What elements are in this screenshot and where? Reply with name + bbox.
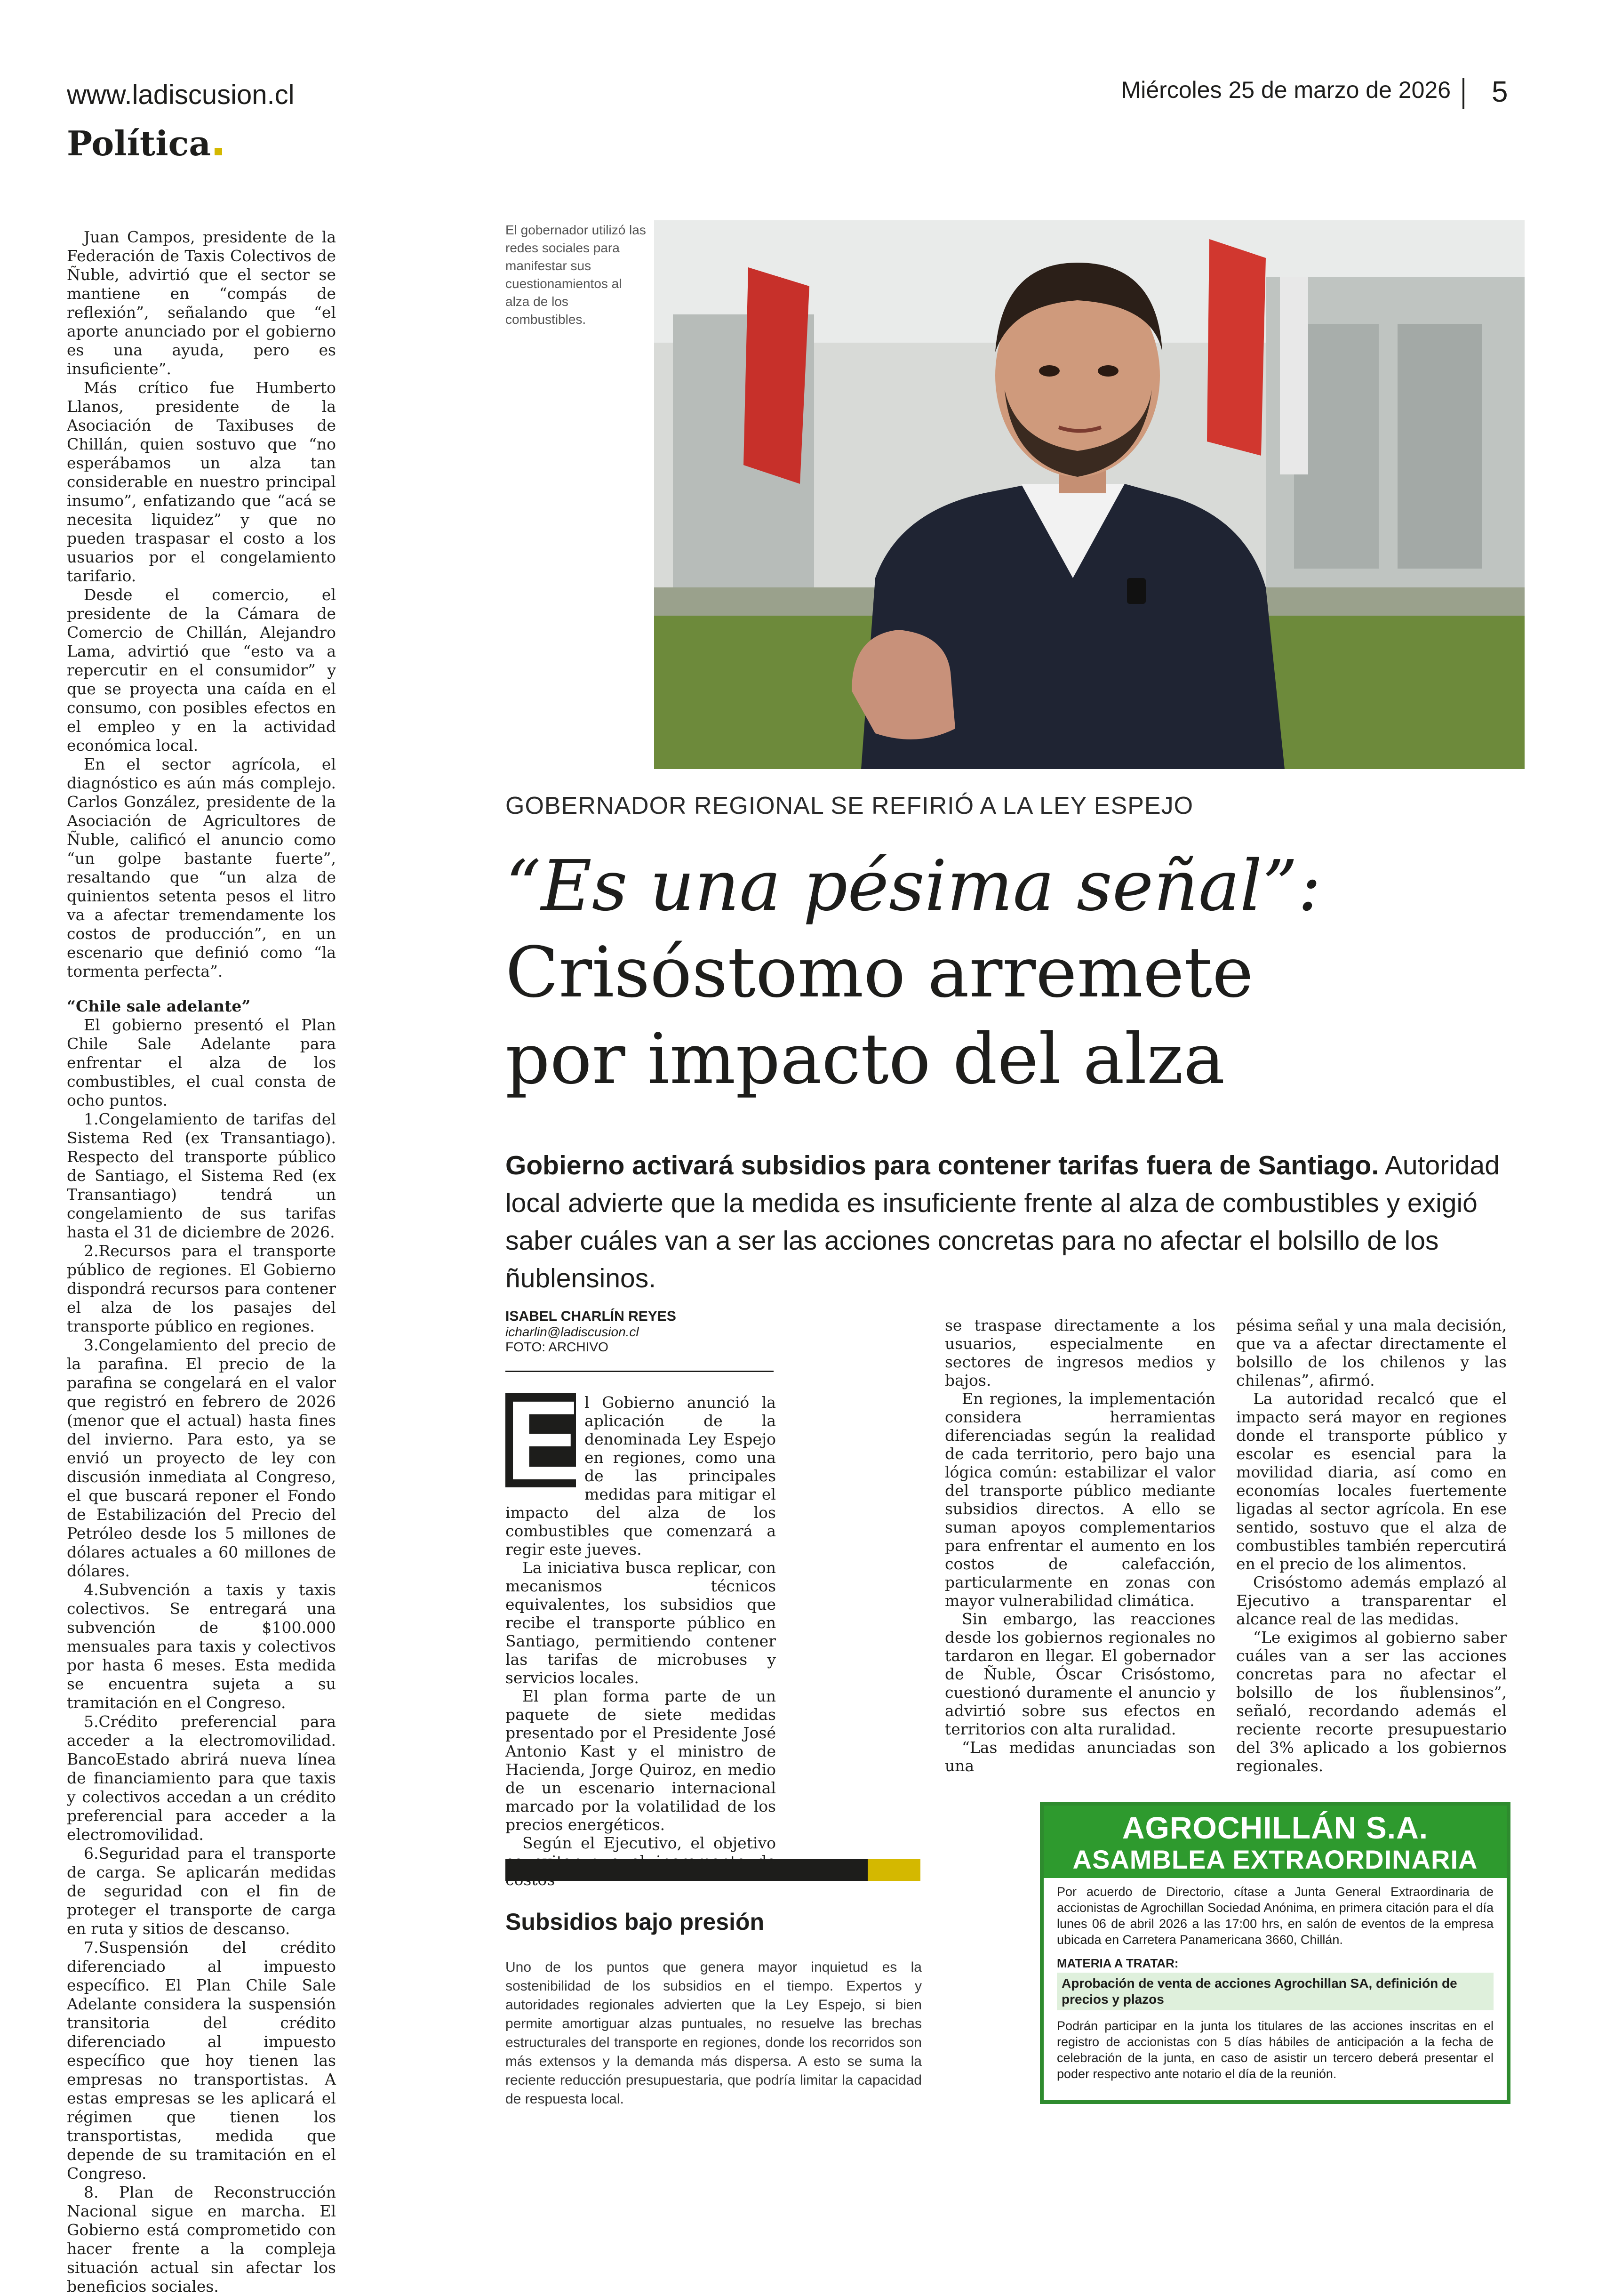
drop-cap: E	[505, 1377, 581, 1503]
article-lead	[505, 1147, 1522, 1297]
ad-body: Por acuerdo de Directorio, cítase a Junta General Extraordinaria de accionistas de Agrochillan Sociedad Anónima, en primera citación para el día lunes 06 de abril 2026 a las 17:00 hrs, en salón de eventos de la empresa ubicada en Carretera Panamericana 3660, Chillán.	[1057, 1885, 1494, 1947]
byline	[505, 1309, 778, 1355]
lead-bold: Gobierno activará subsidios para contener tarifas fuera de Santiago.	[505, 1150, 1379, 1180]
sidebar-bar-yellow	[868, 1859, 920, 1881]
ad-company: AGROCHILLÁN S.A.	[1122, 1810, 1429, 1845]
site-url[interactable]: www.ladiscusion.cl	[67, 80, 295, 110]
photo-caption: El gobernador utilizó las redes sociales para manifestar sus cuestionamientos al alza de los combustibles.	[505, 223, 646, 327]
article-column-1	[505, 1377, 776, 1852]
author-email[interactable]: icharlin@ladiscusion.cl	[505, 1325, 639, 1339]
left-paragraph: 2.Recursos para el transporte público de regiones. El Gobierno dispondrá recursos para contener el alza de los pasajes del transporte público en regiones.	[67, 1242, 336, 1335]
section-title-text: Política	[67, 123, 211, 163]
article-headline	[505, 843, 1531, 1102]
left-subhead: “Chile sale adelante”	[67, 997, 251, 1015]
article-paragraph: l Gobierno anunció la aplicación de la denominada Ley Espejo en regiones, como una de las principales medidas para mitigar el impacto del alza de los combustibles que comenzará a regir este jueves.	[505, 1393, 776, 1558]
left-paragraph: 7.Suspensión del crédito diferenciado al impuesto específico. El Plan Chile Sale Adelante considera la suspensión transitoria del crédito diferenciado al impuesto específico que hoy tienen las empresas no transportistas. A estas empresas se les aplicará el régimen que tienen los transportistas, medida que depende de su tramitación en el Congreso.	[67, 1938, 336, 2183]
author-name: ISABEL CHARLÍN REYES	[505, 1309, 676, 1324]
article-paragraph: pésima señal y una mala decisión, que va a afectar directamente el bolsillo de los chilenos y las chilenas”, afirmó.	[1236, 1316, 1507, 1389]
sidebar-bar-black	[505, 1859, 868, 1881]
sidebar-title: Subsidios bajo presión	[505, 1909, 765, 1935]
article-column-3	[1236, 1316, 1507, 1777]
article-paragraph: La autoridad recalcó que el impacto será mayor en regiones donde el transporte público y escolar es esencial para la movilidad diaria, así como en economías locales fuertemente ligadas al sector agrícola. En ese sentido, sostuvo que el alza de combustibles también repercutirá en el precio de los alimentos.	[1236, 1389, 1507, 1573]
headline-line-3: por impacto del alza	[505, 1019, 1225, 1100]
left-paragraph: Más crítico fue Humberto Llanos, presidente de la Asociación de Taxibuses de Chillán, quien sostuvo que “no esperábamos un alza tan considerable en nuestro principal insumo”, enfatizando que “acá se necesita liquidez” y que no pueden traspasar el costo a los usuarios por el congelamiento tarifario.	[67, 378, 336, 585]
ad-matter-label: MATERIA A TRATAR:	[1057, 1956, 1179, 1970]
left-paragraph: 6.Seguridad para el transporte de carga. Se aplicarán medidas de seguridad con el fin de proteger el transporte de carga en ruta y sitios de descanso.	[67, 1844, 336, 1938]
left-paragraph: 4.Subvención a taxis y taxis colectivos. Se entregará una subvención de $100.000 mensuales para taxis y colectivos por hasta 6 meses. Esta medida se encuentra sujeta a su tramitación en el Congreso.	[67, 1581, 336, 1712]
left-paragraph: El gobierno presentó el Plan Chile Sale Adelante para enfrentar el alza de los combustibles, el cual consta de ocho puntos.	[67, 1016, 336, 1109]
left-paragraph: 1.Congelamiento de tarifas del Sistema Red (ex Transantiago). Respecto del transporte público de Santiago, el Sistema Red (ex Transantiago) tendrá un congelamiento de sus tarifas hasta el 31 de diciembre de 2026.	[67, 1110, 336, 1241]
page-number: 5	[1492, 76, 1508, 108]
sidebar-text: Uno de los puntos que genera mayor inquietud es la sostenibilidad de los subsidios en el tiempo. Expertos y autoridades regionales advierten que la Ley Espejo, si bien permite amortiguar alzas puntuales, no resuelve las brechas estructurales del transporte en regiones, donde los recorridos son más extensos y la demanda más dispersa. A esto se suma la reciente reducción presupuestaria, que podría limitar la capacidad de respuesta local.	[505, 1959, 922, 2107]
article-paragraph: se traspase directamente a los usuarios, especialmente en sectores de ingresos medios y bajos.	[945, 1316, 1215, 1389]
ad-footer: Podrán participar en la junta los titulares de las acciones inscritas en el registro de accionistas con 5 días hábiles de anticipación a la fecha de celebración de la junta, en caso de asistir un tercero deberá presentar el poder respectivo ante notario el día de la reunión.	[1057, 2019, 1494, 2081]
left-paragraph: 8. Plan de Reconstrucción Nacional sigue en marcha. El Gobierno está comprometido con hacer frente a la compleja situación actual sin afectar los beneficios sociales.	[67, 2183, 336, 2296]
ad-header	[1044, 1806, 1507, 1878]
governor-photo	[654, 220, 1525, 769]
article-paragraph: “Las medidas anunciadas son una	[945, 1738, 1215, 1775]
left-column-article	[67, 228, 336, 2296]
ad-matter: Aprobación de venta de acciones Agrochillan SA, definición de precios y plazos	[1057, 1973, 1494, 2010]
article-kicker: GOBERNADOR REGIONAL SE REFIRIÓ A LA LEY ESPEJO	[505, 792, 1194, 819]
headline-line-2: Crisóstomo arremete	[505, 932, 1254, 1013]
lead-text: Autoridad local advierte que la medida es insuficiente frente al alza de combustibles y exigió saber cuáles van a ser las acciones concretas para no afectar el bolsillo de los ñublensinos.	[505, 1150, 1500, 1293]
article-column-2	[945, 1316, 1215, 1806]
ad-subtitle: ASAMBLEA EXTRAORDINARIA	[1072, 1845, 1478, 1874]
photo-credit: FOTO: ARCHIVO	[505, 1340, 608, 1354]
section-title	[67, 123, 222, 163]
left-paragraph: Desde el comercio, el presidente de la Cámara de Comercio de Chillán, Alejandro Lama, advirtió que “esto va a repercutir en el consumidor” y que se proyecta una caída en el consumo, con posibles efectos en el empleo y en la actividad económica local.	[67, 586, 336, 755]
headline-quote: “Es una pésima señal”:	[505, 845, 1321, 926]
agrochillan-ad	[1040, 1802, 1510, 2104]
header-separator	[1462, 78, 1464, 109]
left-paragraph: 3.Congelamiento del precio de la parafina. El precio de la parafina se congelará en el valor que registró en febrero de 2026 (menor que el actual) hasta fines del invierno. Para esto, ya se envió un proyecto de ley con discusión inmediata al Congreso, el que buscará reponer el Fondo de Estabilización del Precio del Petróleo desde los 5 millones de dólares actuales a 60 millones de dólares.	[67, 1336, 336, 1580]
section-dot-icon	[215, 148, 222, 155]
article-paragraph: Según el Ejecutivo, el objetivo	[522, 1834, 776, 1852]
article-paragraph: En regiones, la implementación considera herramientas diferenciadas según la realidad de cada territorio, pero bajo una lógica común: estabilizar el valor del transporte público mediante subsidios directos. A ello se suman apoyos complementarios para enfrentar el aumento en los costos de calefacción, particularmente en zonas con mayor vulnerabilidad climática.	[945, 1389, 1215, 1610]
left-paragraph: En el sector agrícola, el diagnóstico es aún más complejo. Carlos González, presidente de la Asociación de Agricultores de Ñuble, calificó el anuncio como “un golpe bastante fuerte”, resaltando que “un alza de quinientos setenta pesos el litro va a afectar tremendamente los costos de producción”, en un escenario que definió como “la tormenta perfecta”.	[67, 755, 336, 980]
left-paragraph: Juan Campos, presidente de la Federación de Taxis Colectivos de Ñuble, advirtió que el sector se mantiene en “compás de reflexión”, señalando que “el aporte anunciado por el gobierno es una ayuda, pero es insuficiente”.	[67, 228, 336, 378]
article-paragraph: Crisóstomo además emplazó al Ejecutivo a transparentar el alcance real de las medidas.	[1236, 1573, 1507, 1628]
left-paragraph: 5.Crédito preferencial para acceder a la electromovilidad. BancoEstado abrirá nueva línea de financiamiento para que taxis y colectivos accedan a un crédito preferencial para acceder a la electromovilidad.	[67, 1712, 336, 1844]
byline-divider	[505, 1371, 774, 1372]
governor-photo-illustration	[654, 220, 1525, 769]
article-paragraph: El plan forma parte de un paquete de siete medidas presentado por el Presidente José Antonio Kast y el ministro de Hacienda, Jorge Quiroz, en medio de un escenario internacional marcado por la volatilidad de los precios energéticos.	[505, 1687, 776, 1834]
article-paragraph: Sin embargo, las reacciones desde los gobiernos regionales no tardaron en llegar. El gobernador de Ñuble, Óscar Crisóstomo, cuestionó duramente el anuncio y advirtió sobre sus efectos en territorios con alta ruralidad.	[945, 1610, 1215, 1738]
article-paragraph: “Le exigimos al gobierno saber cuáles van a ser las acciones concretas para no afectar el bolsillo de los ñublensinos”, señaló, recordando además el reciente recorte presupuestario del 3% aplicado a los gobiernos regionales.	[1236, 1628, 1507, 1775]
edition-date: Miércoles 25 de marzo de 2026	[1121, 77, 1451, 103]
article-paragraph: La iniciativa busca replicar, con mecanismos técnicos equivalentes, los subsidios que recibe el transporte público en Santiago, permitiendo contener las tarifas de microbuses y servicios locales.	[505, 1558, 776, 1687]
